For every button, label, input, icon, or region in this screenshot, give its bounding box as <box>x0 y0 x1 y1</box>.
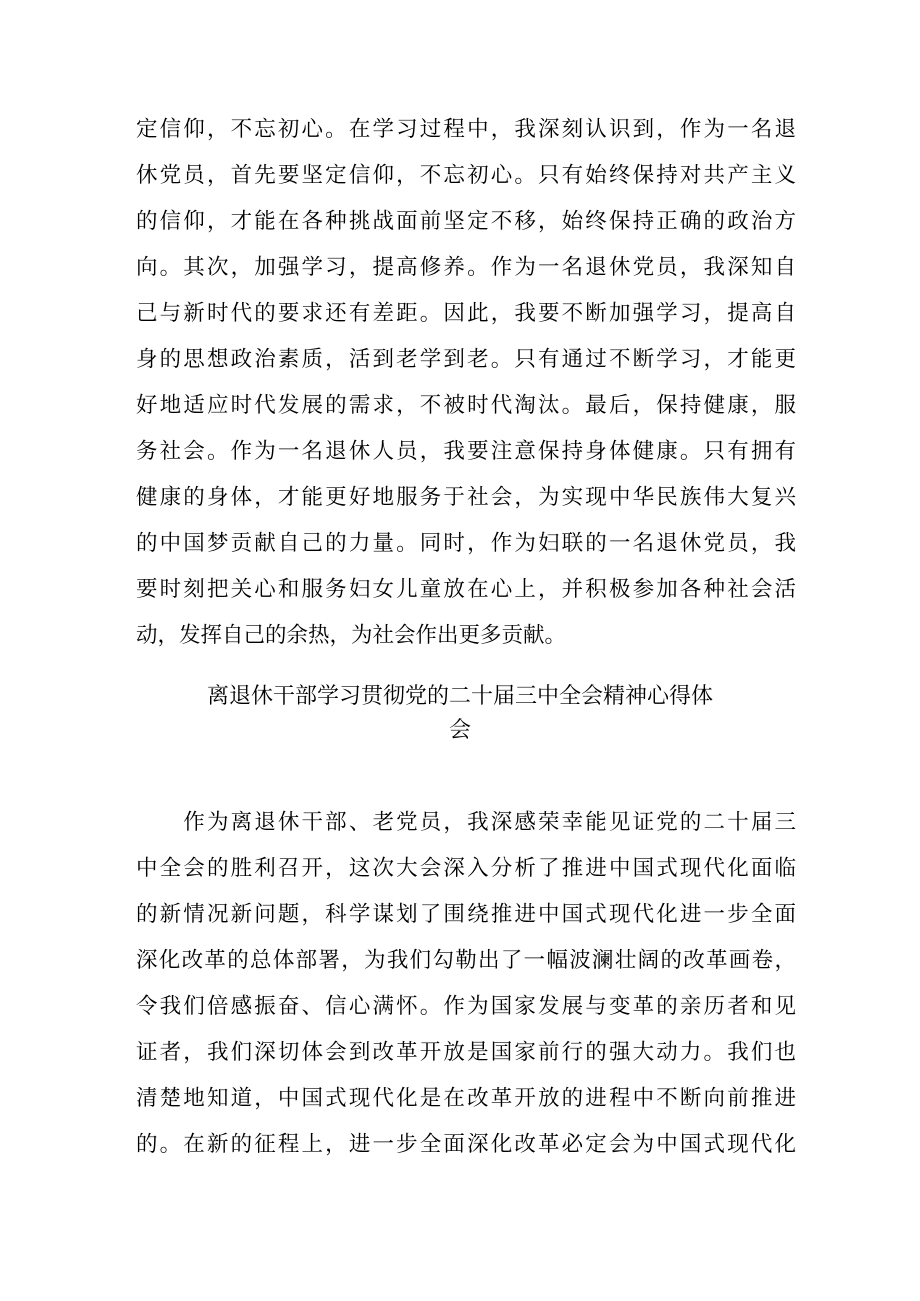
paragraph-line: 身的思想政治素质，活到老学到老。只有通过不断学习，才能更 <box>136 347 796 372</box>
paragraph-line: 作为离退休干部、老党员，我深感荣幸能见证党的二十届三 <box>136 810 796 835</box>
body-paragraph <box>136 800 796 1168</box>
title-line: 离退休干部学习贯彻党的二十届三中全会精神心得体 <box>206 684 713 709</box>
paragraph-line: 动，发挥自己的余热，为社会作出更多贡献。 <box>136 623 567 648</box>
paragraph-line: 的。在新的征程上，进一步全面深化改革必定会为中国式现代化 <box>136 1132 796 1157</box>
paragraph-line: 令我们倍感振奋、信心满怀。作为国家发展与变革的亲历者和见 <box>136 994 796 1019</box>
paragraph-line: 健康的身体，才能更好地服务于社会，为实现中华民族伟大复兴 <box>136 485 796 510</box>
paragraph-line: 清楚地知道，中国式现代化是在改革开放的进程中不断向前推进 <box>136 1086 796 1111</box>
paragraph-line: 要时刻把关心和服务妇女儿童放在心上，并积极参加各种社会活 <box>136 577 796 602</box>
paragraph-line: 务社会。作为一名退休人员，我要注意保持身体健康。只有拥有 <box>136 439 796 464</box>
paragraph-line: 中全会的胜利召开，这次大会深入分析了推进中国式现代化面临 <box>136 856 796 881</box>
paragraph-line: 的中国梦贡献自己的力量。同时，作为妇联的一名退休党员，我 <box>136 531 796 556</box>
paragraph-line: 己与新时代的要求还有差距。因此，我要不断加强学习，提高自 <box>136 301 796 326</box>
body-paragraph <box>136 107 796 659</box>
paragraph-line: 好地适应时代发展的需求，不被时代淘汰。最后，保持健康，服 <box>136 393 796 418</box>
paragraph-line: 的信仰，才能在各种挑战面前坚定不移，始终保持正确的政治方 <box>136 209 796 234</box>
paragraph-line: 定信仰，不忘初心。在学习过程中，我深刻认识到，作为一名退 <box>136 117 796 142</box>
title-line: 会 <box>448 718 471 743</box>
section-title <box>0 680 920 748</box>
paragraph-line: 休党员，首先要坚定信仰，不忘初心。只有始终保持对共产主义 <box>136 163 796 188</box>
paragraph-line: 证者，我们深切体会到改革开放是国家前行的强大动力。我们也 <box>136 1040 796 1065</box>
paragraph-line: 深化改革的总体部署，为我们勾勒出了一幅波澜壮阔的改革画卷， <box>136 948 796 973</box>
paragraph-line: 的新情况新问题，科学谋划了围绕推进中国式现代化进一步全面 <box>136 902 796 927</box>
paragraph-line: 向。其次，加强学习，提高修养。作为一名退休党员，我深知自 <box>136 255 796 280</box>
